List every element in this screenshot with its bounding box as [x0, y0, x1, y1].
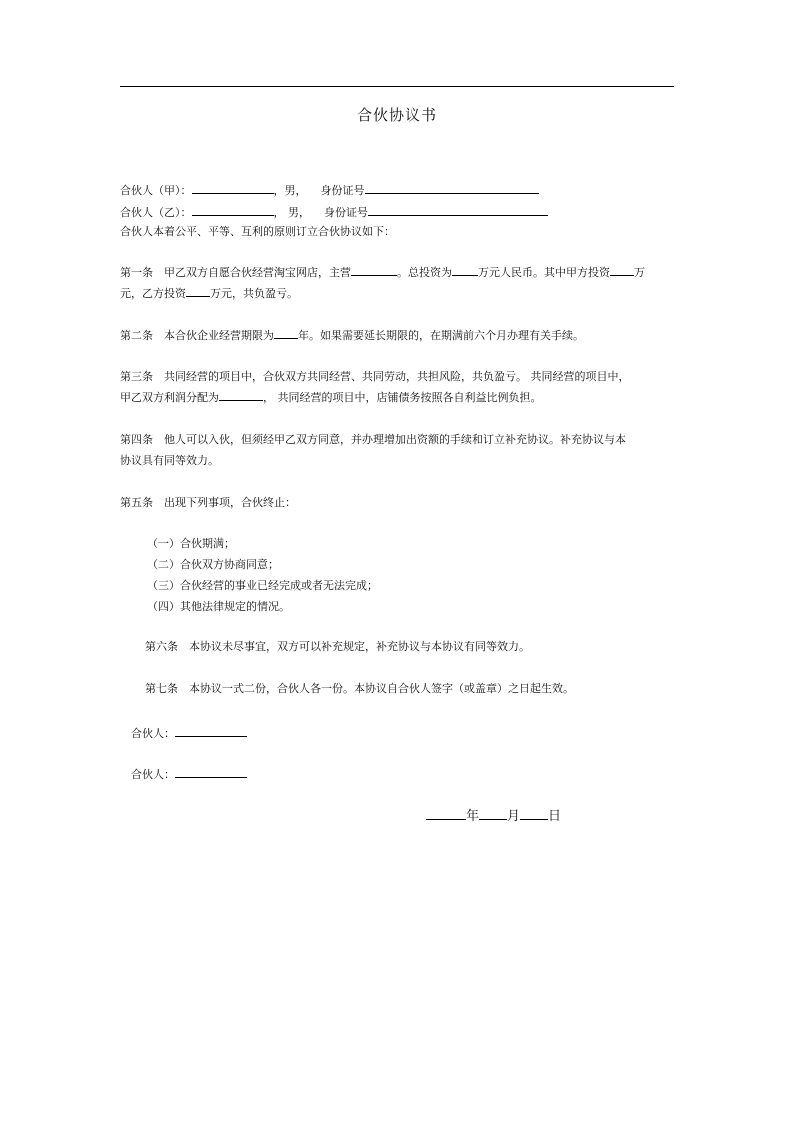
document-title: 合伙协议书: [356, 106, 437, 124]
party-a-label: 合伙人（甲）：: [120, 184, 192, 197]
article-2-text-a: 第二条 本合伙企业经营期限为: [120, 329, 274, 342]
party-b-id-label: 身份证号: [324, 206, 368, 219]
signature-blank[interactable]: [175, 725, 247, 737]
date-line: [426, 806, 561, 826]
termination-item-2: （二）合伙双方协商同意；: [147, 558, 279, 571]
party-b-name-blank[interactable]: [192, 204, 274, 216]
article-1: [120, 262, 674, 304]
article-1-text-c: 万元人民币。其中甲方投资: [478, 266, 610, 279]
article-7: 第七条 本协议一式二份，合伙人各一份。本协议自合伙人签字（或盖章）之日起生效。: [145, 682, 574, 695]
article-1-text-b: 。总投资为: [397, 266, 452, 279]
article-4-line-2: 协议具有同等效力。: [120, 454, 219, 467]
day-blank[interactable]: [520, 806, 548, 820]
article-3-line-1: 第三条 共同经营的项目中，合伙双方共同经营、共同劳动，共担风险，共负盈亏。 共同经营的项目中，: [120, 370, 630, 383]
month-label: 月: [507, 809, 521, 824]
party-a-line: [120, 182, 539, 198]
party-a-name-blank[interactable]: [192, 182, 274, 194]
article-1-text-f: 万元，共负盈亏。: [210, 287, 298, 300]
year-label: 年: [466, 809, 480, 824]
article-4: [120, 429, 674, 471]
article-6: 第六条 本协议未尽事宜，双方可以补充规定，补充协议与本协议有同等效力。: [145, 640, 530, 653]
day-label: 日: [548, 809, 562, 824]
article-3-text-a: 甲乙双方利润分配为: [120, 391, 219, 404]
article-1-text-e: 元，乙方投资: [120, 287, 186, 300]
termination-item-4: （四）其他法律规定的情况。: [147, 600, 290, 613]
intro-text: 合伙人本着公平、平等、互利的原则订立合伙协议如下：: [120, 225, 395, 238]
profit-split-blank[interactable]: [219, 389, 263, 401]
year-blank[interactable]: [426, 806, 466, 820]
party-a-id-label: 身份证号: [320, 184, 365, 197]
party-b-line: [120, 204, 548, 220]
article-1-text-a: 第一条 甲乙双方自愿合伙经营淘宝网店，主营: [120, 266, 351, 279]
signature-line-1: [131, 725, 247, 741]
article-4-line-1: 第四条 他人可以入伙，但须经甲乙双方同意，并办理增加出资额的手续和订立补充协议。补充协议与本: [120, 433, 626, 446]
signature-blank[interactable]: [175, 766, 247, 778]
signature-label: 合伙人：: [131, 727, 175, 740]
party-a-id-blank[interactable]: [365, 182, 539, 194]
month-blank[interactable]: [479, 806, 507, 820]
article-2-text-b: 年。如果需要延长期限的，在期满前六个月办理有关手续。: [298, 329, 584, 342]
signature-label: 合伙人：: [131, 768, 175, 781]
article-5-heading: 第五条 出现下列事项，合伙终止：: [120, 496, 296, 509]
article-2: [120, 325, 674, 346]
total-investment-blank[interactable]: [452, 264, 478, 276]
signature-line-2: [131, 766, 247, 782]
party-b-investment-blank[interactable]: [186, 285, 210, 297]
article-3-text-b: ， 共同经营的项目中，店铺债务按照各自利益比例负担。: [263, 391, 542, 404]
main-business-blank[interactable]: [351, 264, 397, 276]
party-a-investment-blank[interactable]: [610, 264, 634, 276]
term-years-blank[interactable]: [274, 327, 298, 339]
termination-item-3: （三）合伙经营的事业已经完成或者无法完成；: [147, 579, 378, 592]
party-b-id-blank[interactable]: [368, 204, 548, 216]
article-1-text-d: 万: [634, 266, 645, 279]
header-rule: [120, 86, 674, 87]
party-b-label: 合伙人（乙）：: [120, 206, 192, 219]
party-a-gender: ，男，: [273, 184, 307, 197]
party-b-gender: ， 男，: [273, 206, 310, 219]
termination-item-1: （一）合伙期满；: [147, 537, 235, 550]
article-3: [120, 366, 674, 408]
